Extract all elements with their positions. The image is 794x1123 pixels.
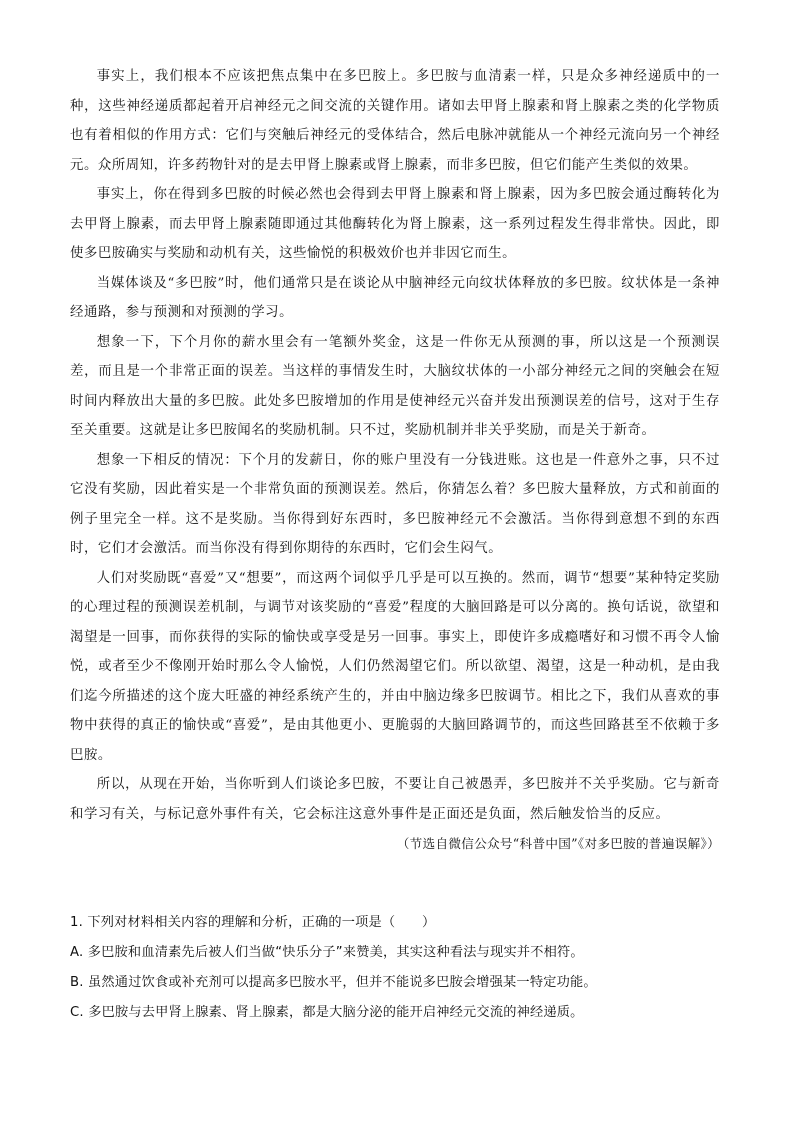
passage-source-citation: （节选自微信公众号“科普中国”《对多巴胺的普遍误解》） [396, 836, 720, 851]
passage-paragraph-2: 事实上，你在得到多巴胺的时候必然也会得到去甲肾上腺素和肾上腺素，因为多巴胺会通过酶转化为去甲肾上腺素，而去甲肾上腺素随即通过其他酶转化为肾上腺素，这一系列过程发生得非常快。因此，即使多巴胺确实与奖励和动机有关，这些愉悦的积极效价也并非因它而生。 [70, 187, 720, 261]
passage-paragraph-6: 人们对奖励既“喜爱”又“想要”，而这两个词似乎几乎是可以互换的。然而，调节“想要”某种特定奖励的心理过程的预测误差机制，与调节对该奖励的“喜爱”程度的大脑回路是可以分离的。换句话说，欲望和渴望是一回事，而你获得的实际的愉快或享受是另一回事。事实上，即使许多成瘾嗜好和习惯不再令人愉悦，或者至少不像刚开始时那么令人愉悦，人们仍然渴望它们。所以欲望、渴望，这是一种动机，是由我们迄今所描述的这个庞大旺盛的神经系统产生的，并由中脑边缘多巴胺调节。相比之下，我们从喜欢的事物中获得的真正的愉快或“喜爱”，是由其他更小、更脆弱的大脑回路调节的，而这些回路甚至不依赖于多巴胺。 [70, 570, 720, 763]
passage-paragraph-5: 想象一下相反的情况：下个月的发薪日，你的账户里没有一分钱进账。这也是一件意外之事，只不过它没有奖励，因此着实是一个非常负面的预测误差。然后，你猜怎么着？多巴胺大量释放，方式和前面的例子里完全一样。这不是奖励。当你得到好东西时，多巴胺神经元不会激活。当你得到意想不到的东西时，它们才会激活。而当你没有得到你期待的东西时，它们会生闷气。 [70, 452, 720, 556]
question-stem: 1. 下列对材料相关内容的理解和分析，正确的一项是（ ） [70, 915, 436, 930]
option-a: A. 多巴胺和血清素先后被人们当做“快乐分子”来赞美，其实这种看法与现实并不相符。 [70, 945, 584, 960]
passage-paragraph-4: 想象一下，下个月你的薪水里会有一笔额外奖金，这是一件你无从预测的事，所以这是一个预测误差，而且是一个非常正面的误差。当这样的事情发生时，大脑纹状体的一小部分神经元之间的突触会在短时间内释放出大量的多巴胺。此处多巴胺增加的作用是使神经元兴奋并发出预测误差的信号，这对于生存至关重要。这就是让多巴胺闻名的奖励机制。只不过，奖励机制并非关乎奖励，而是关于新奇。 [70, 334, 720, 438]
question-block [70, 908, 720, 1028]
passage-paragraph-7: 所以，从现在开始，当你听到人们谈论多巴胺，不要让自己被愚弄，多巴胺并不关乎奖励。它与新奇和学习有关，与标记意外事件有关，它会标注这意外事件是正面还是负面，然后触发恰当的反应。 [70, 777, 720, 822]
option-b: B. 虽然通过饮食或补充剂可以提高多巴胺水平，但并不能说多巴胺会增强某一特定功能。 [70, 975, 597, 990]
reading-passage [70, 62, 720, 859]
option-c: C. 多巴胺与去甲肾上腺素、肾上腺素，都是大脑分泌的能开启神经元交流的神经递质。 [70, 1005, 584, 1020]
passage-paragraph-3: 当媒体谈及“多巴胺”时，他们通常只是在谈论从中脑神经元向纹状体释放的多巴胺。纹状体是一条神经通路，参与预测和对预测的学习。 [70, 275, 720, 320]
passage-paragraph-1: 事实上，我们根本不应该把焦点集中在多巴胺上。多巴胺与血清素一样，只是众多神经递质中的一种，这些神经递质都起着开启神经元之间交流的关键作用。诸如去甲肾上腺素和肾上腺素之类的化学物质也有着相似的作用方式：它们与突触后神经元的受体结合，然后电脉冲就能从一个神经元流向另一个神经元。众所周知，许多药物针对的是去甲肾上腺素或肾上腺素，而非多巴胺，但它们能产生类似的效果。 [70, 69, 720, 173]
